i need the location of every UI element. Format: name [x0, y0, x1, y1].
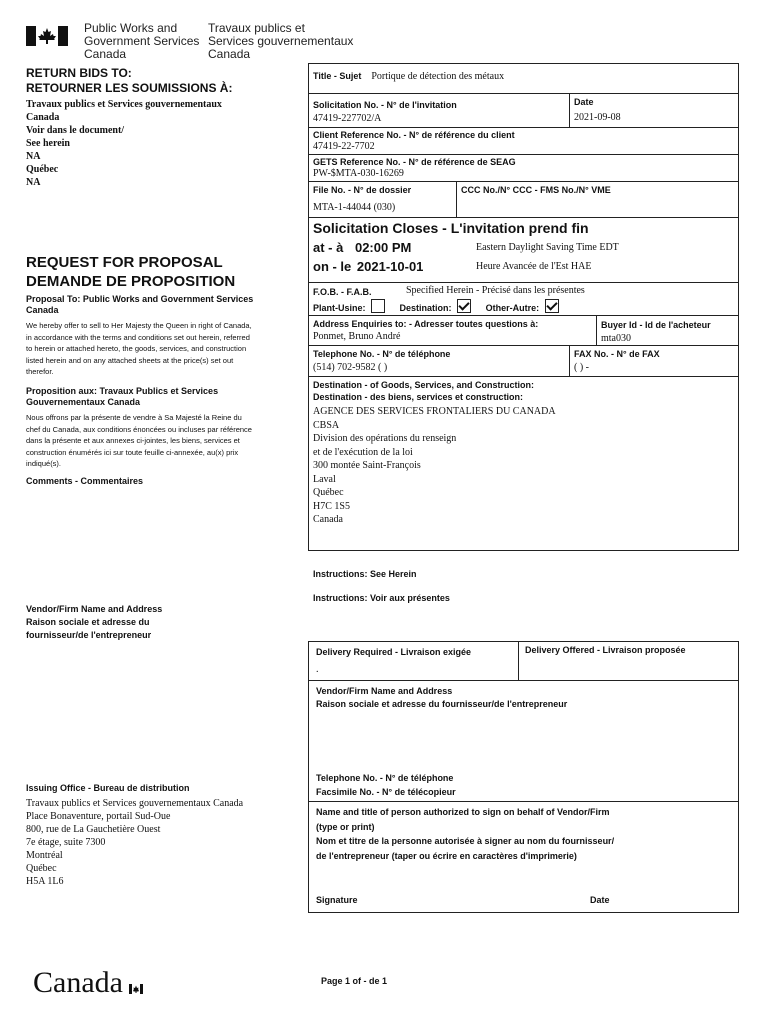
- closes-time: 02:00 PM: [354, 240, 412, 255]
- proposition-label: Proposition aux: Travaux Publics et Services Gouvernementaux Canada: [26, 386, 219, 407]
- rfp-title-en: REQUEST FOR PROPOSAL: [26, 254, 223, 271]
- vendor-label-line1: Vendor/Firm Name and Address: [26, 604, 163, 614]
- canada-flag-icon: [26, 26, 68, 46]
- fax-value: ( ) -: [574, 362, 589, 373]
- proposition-text: Nous offrons par la présente de vendre à Sa Majesté la Reine du chef du Canada, aux conditions énoncées ou incluses par référence dans la présente et aux annexes ci-jointes, les biens, services et construction énumérés ici sur toute feuille ci-annexée, au(x) prix indiqué(s).: [26, 413, 252, 468]
- closes-timezone-fr: Heure Avancée de l'Est HAE: [476, 261, 592, 272]
- comments-label: Comments - Commentaires: [26, 476, 144, 486]
- address-line: 800, rue de La Gauchetière Ouest: [26, 824, 161, 835]
- plant-usine-label: Plant-Usine:: [313, 303, 366, 313]
- date-value: 2021-09-08: [574, 112, 621, 123]
- destination-goods-label-fr: Destination - des biens, services et construction:: [313, 392, 524, 402]
- solicitation-label: Solicitation No. - N° de l'invitation: [313, 100, 457, 110]
- page-number: Page 1 of - de 1: [321, 976, 388, 986]
- delivery-offered-label: Delivery Offered - Livraison proposée: [525, 645, 686, 655]
- client-ref-label: Client Reference No. - N° de référence du client: [313, 130, 515, 140]
- gets-ref-value: PW-$MTA-030-16269: [313, 168, 404, 179]
- address-line: Canada: [26, 112, 60, 123]
- instructions-en: Instructions: See Herein: [313, 569, 417, 579]
- fax-label: FAX No. - N° de FAX: [574, 349, 660, 359]
- buyer-id-value: mta030: [601, 333, 631, 344]
- telephone-label: Telephone No. - N° de téléphone: [313, 349, 451, 359]
- address-line: Montréal: [26, 850, 63, 861]
- authorized-label-line2: (type or print): [316, 821, 375, 832]
- address-line: H5A 1L6: [26, 876, 64, 887]
- gets-ref-label: GETS Reference No. - N° de référence de SEAG: [313, 157, 516, 167]
- delivery-required-value[interactable]: .: [316, 664, 319, 675]
- issuing-office-address: [26, 797, 243, 888]
- authorized-label-line3: Nom et titre de la personne autorisée à signer au nom du fournisseur/: [316, 836, 615, 846]
- telephone-box-label: Telephone No. - N° de téléphone: [316, 773, 454, 783]
- destination-goods-label-en: Destination - of Goods, Services, and Construction:: [313, 380, 535, 390]
- vendor-name-field[interactable]: [316, 715, 730, 767]
- fob-specified: Specified Herein - Précisé dans les présentes: [406, 285, 585, 296]
- date-label: Date: [574, 97, 594, 107]
- vendor-label-line2: Raison sociale et adresse du: [26, 617, 150, 627]
- destination-checkbox[interactable]: [457, 299, 471, 313]
- dept-name-en-line3: Canada: [84, 47, 127, 61]
- plant-usine-checkbox[interactable]: [371, 299, 385, 313]
- dept-name-en-line1: Public Works and: [84, 21, 178, 35]
- other-autre-label: Other-Autre:: [485, 303, 540, 313]
- title-value: Portique de détection des métaux: [371, 71, 505, 82]
- facsimile-box-label: Facsimile No. - N° de télécopieur: [316, 787, 456, 797]
- vendor-label-line3: fournisseur/de l'entrepreneur: [26, 630, 152, 640]
- proposal-to-label: Proposal To: Public Works and Government Services Canada: [26, 294, 254, 315]
- signature-label: Signature: [316, 895, 358, 905]
- address-line: Voir dans le document/: [26, 125, 125, 136]
- address-line: Travaux publics et Services gouvernementaux Canada: [26, 798, 244, 809]
- solicitation-value: 47419-227702/A: [313, 113, 382, 124]
- enquiries-value: Ponmet, Bruno André: [313, 331, 401, 342]
- address-line: AGENCE DES SERVICES FRONTALIERS DU CANADA: [313, 406, 556, 417]
- file-no-value: MTA-1-44044 (030): [313, 202, 396, 213]
- canada-wordmark: Canada: [33, 966, 123, 999]
- dept-name-fr-line2: Services gouvernementaux: [208, 34, 354, 48]
- dept-name-en-line2: Government Services: [84, 34, 200, 48]
- address-line: et de l'exécution de la loi: [313, 446, 413, 458]
- address-line: Québec: [313, 487, 344, 498]
- signature-date-label: Date: [590, 895, 610, 905]
- title-label: Title - Sujet: [313, 71, 362, 81]
- fob-label: F.O.B. - F.A.B.: [313, 287, 372, 297]
- ccc-no-label: CCC No./N° CCC - FMS No./N° VME: [461, 185, 611, 195]
- enquiries-label: Address Enquiries to: - Adresser toutes questions à:: [313, 319, 539, 329]
- closes-timezone-en: Eastern Daylight Saving Time EDT: [476, 242, 619, 253]
- address-line: NA: [26, 177, 41, 188]
- return-bids-title-fr: RETOURNER LES SOUMISSIONS À:: [26, 81, 233, 95]
- proposal-to-text: We hereby offer to sell to Her Majesty the Queen in right of Canada, in accordance with the terms and conditions set out herein, referred to herein or attached hereto, the goods, services, and construction listed herein and on any attached sheets at the price(s) set out therefor.: [26, 321, 252, 376]
- address-line: Québec: [26, 164, 59, 175]
- vendor-box-label-fr: Raison sociale et adresse du fournisseur/de l'entrepreneur: [316, 699, 568, 709]
- address-line: H7C 1S5: [313, 500, 350, 512]
- closes-title: Solicitation Closes - L'invitation prend fin: [313, 220, 589, 236]
- return-bids-address: [26, 98, 222, 189]
- address-line: Place Bonaventure, portail Sud-Oue: [26, 811, 171, 822]
- authorized-label-line1: Name and title of person authorized to sign on behalf of Vendor/Firm: [316, 807, 610, 817]
- buyer-id-label: Buyer Id - Id de l'acheteur: [601, 320, 711, 330]
- address-line: 300 montée Saint-François: [313, 460, 421, 471]
- telephone-value: (514) 702-9582 ( ): [313, 362, 388, 373]
- address-line: 7e étage, suite 7300: [26, 837, 106, 848]
- other-autre-checkbox[interactable]: [545, 299, 559, 313]
- issuing-office-label: Issuing Office - Bureau de distribution: [26, 783, 190, 793]
- dept-name-fr-line1: Travaux publics et: [208, 21, 305, 35]
- address-line: Québec: [26, 863, 57, 874]
- instructions-fr: Instructions: Voir aux présentes: [313, 593, 450, 603]
- address-line: Travaux publics et Services gouvernementaux: [26, 99, 222, 110]
- closes-at-label: at - à: [313, 240, 344, 255]
- return-bids-title-en: RETURN BIDS TO:: [26, 66, 132, 80]
- closes-on-label: on - le: [313, 259, 352, 274]
- wordmark-flag-icon: [129, 968, 143, 1002]
- rfp-title-fr: DEMANDE DE PROPOSITION: [26, 273, 236, 290]
- authorized-label-line4: de l'entrepreneur (taper ou écrire en caractères d'imprimerie): [316, 850, 577, 861]
- address-line: See herein: [26, 138, 70, 149]
- address-line: Laval: [313, 473, 336, 485]
- closes-date: 2021-10-01: [356, 259, 424, 274]
- address-line: CBSA: [313, 419, 340, 431]
- client-ref-value: 47419-22-7702: [313, 141, 375, 152]
- file-no-label: File No. - N° de dossier: [313, 185, 412, 195]
- destination-address: [313, 405, 556, 527]
- address-line: Canada: [313, 514, 343, 525]
- dept-name-fr-line3: Canada: [208, 47, 251, 61]
- address-line: Division des opérations du renseign: [313, 433, 457, 444]
- destination-label: Destination:: [399, 303, 452, 313]
- delivery-required-label: Delivery Required - Livraison exigée: [316, 647, 472, 657]
- vendor-box-label-en: Vendor/Firm Name and Address: [316, 686, 453, 696]
- address-line: NA: [26, 151, 41, 162]
